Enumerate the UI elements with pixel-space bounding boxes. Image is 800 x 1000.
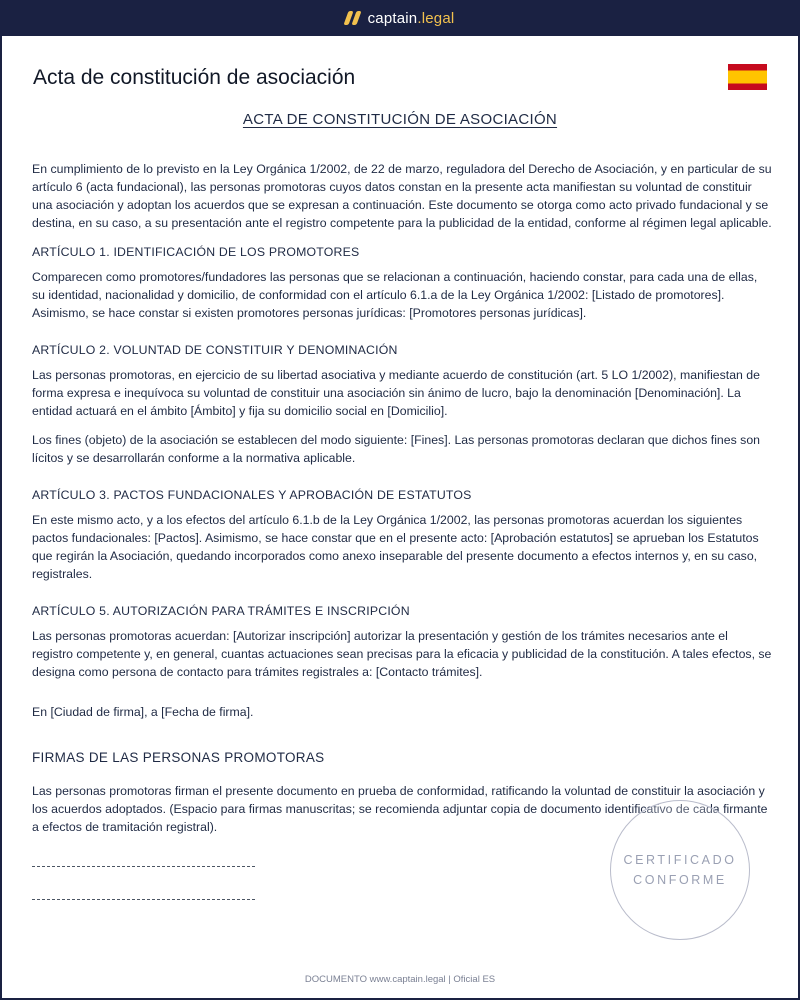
document-page: [2, 36, 798, 998]
signatures-paragraph: Las personas promotoras firman el presente documento en prueba de conformidad, ratificando la voluntad de constituir la asociación y los acuerdos adoptados. (Espacio para firmas manuscritas; se recomienda adjuntar copia de documento identificativo de cada firmante a efectos de tramitación registral).: [32, 784, 768, 834]
signatures-heading: FIRMAS DE LAS PERSONAS PROMOTORAS: [32, 750, 325, 765]
top-bar: [0, 0, 800, 36]
article-1-heading: ARTÍCULO 1. IDENTIFICACIÓN DE LOS PROMOTORES: [32, 245, 360, 259]
article-5-paragraph: Las personas promotoras acuerdan: [Autorizar inscripción] autorizar la presentación y gestión de los trámites necesarios ante el registro competente y, en general, cuantas actuaciones sean precisas para la eficacia y publicidad de la constitución. A tales efectos, se designa como persona de contacto para trámites registrales a: [Contacto trámites].: [32, 629, 772, 679]
stamp-line-1: CERTIFICADO: [623, 853, 737, 867]
signature-line: [32, 866, 255, 867]
stamp-line-2: CONFORME: [633, 873, 727, 887]
page-footer: DOCUMENTO www.captain.legal | Oficial ES: [304, 974, 496, 985]
article-3-paragraph: En este mismo acto, y a los efectos del artículo 6.1.b de la Ley Orgánica 1/2002, las personas promotoras acuerdan los siguientes pactos fundacionales: [Pactos]. Asimismo, se hace constar que en el presente acto: [Aprobación estatutos] se aprueban los Estatutos que regirán la Asociación, quedando incorporados como anexo inseparable del presente documento a efectos internos y, en su caso, registrales.: [32, 513, 759, 581]
intro-paragraph: En cumplimiento de lo previsto en la Ley Orgánica 1/2002, de 22 de marzo, reguladora del Derecho de Asociación, y en particular de su artículo 6 (acta fundacional), las personas promotoras cuyos datos constan en la presente acta manifiestan su voluntad de constituir una asociación y adoptan los acuerdos que se expresan a continuación. Este documento se otorga como acto privado fundacional y se destina, en su caso, a su presentación ante el registro competente para la publicidad de la entidad, conforme al régimen legal aplicable.: [32, 162, 772, 230]
article-2-paragraph-2: Los fines (objeto) de la asociación se establecen del modo siguiente: [Fines]. Las personas promotoras declaran que dichos fines son lícitos y se desarrollarán conforme a la normativa aplicable.: [32, 433, 760, 465]
article-3-heading: ARTÍCULO 3. PACTOS FUNDACIONALES Y APROBACIÓN DE ESTATUTOS: [32, 488, 472, 502]
article-2-heading: ARTÍCULO 2. VOLUNTAD DE CONSTITUIR Y DENOMINACIÓN: [32, 343, 398, 357]
certificate-stamp: [610, 800, 750, 940]
article-1-paragraph: Comparecen como promotores/fundadores las personas que se relacionan a continuación, haciendo constar, para cada una de ellas, su identidad, nacionalidad y domicilio, de conformidad con el artículo 6.1.a de la Ley Orgánica 1/2002: [Listado de promotores]. Asimismo, se hace constar si existen promotores personas jurídicas: [Promotores personas jurídicas].: [32, 270, 758, 320]
signature-line: [32, 899, 255, 900]
captain-legal-logo-icon: [343, 11, 361, 25]
place-date-line: En [Ciudad de firma], a [Fecha de firma].: [32, 705, 254, 719]
brand-logo[interactable]: [346, 10, 455, 27]
brand-name: captain.legal: [367, 9, 455, 27]
article-2-paragraph-1: Las personas promotoras, en ejercicio de su libertad asociativa y mediante acuerdo de constitución (art. 5 LO 1/2002), manifiestan de forma expresa e inequívoca su voluntad de constituir una asociación sin ánimo de lucro, bajo la denominación [Denominación]. La entidad actuará en el ámbito [Ámbito] y fija su domicilio social en [Domicilio].: [32, 368, 760, 418]
page-title: Acta de constitución de asociación: [33, 66, 356, 89]
article-5-heading: ARTÍCULO 5. AUTORIZACIÓN PARA TRÁMITES E INSCRIPCIÓN: [32, 604, 410, 618]
spain-flag-icon: [728, 64, 767, 90]
document-heading: ACTA DE CONSTITUCIÓN DE ASOCIACIÓN: [242, 111, 558, 128]
